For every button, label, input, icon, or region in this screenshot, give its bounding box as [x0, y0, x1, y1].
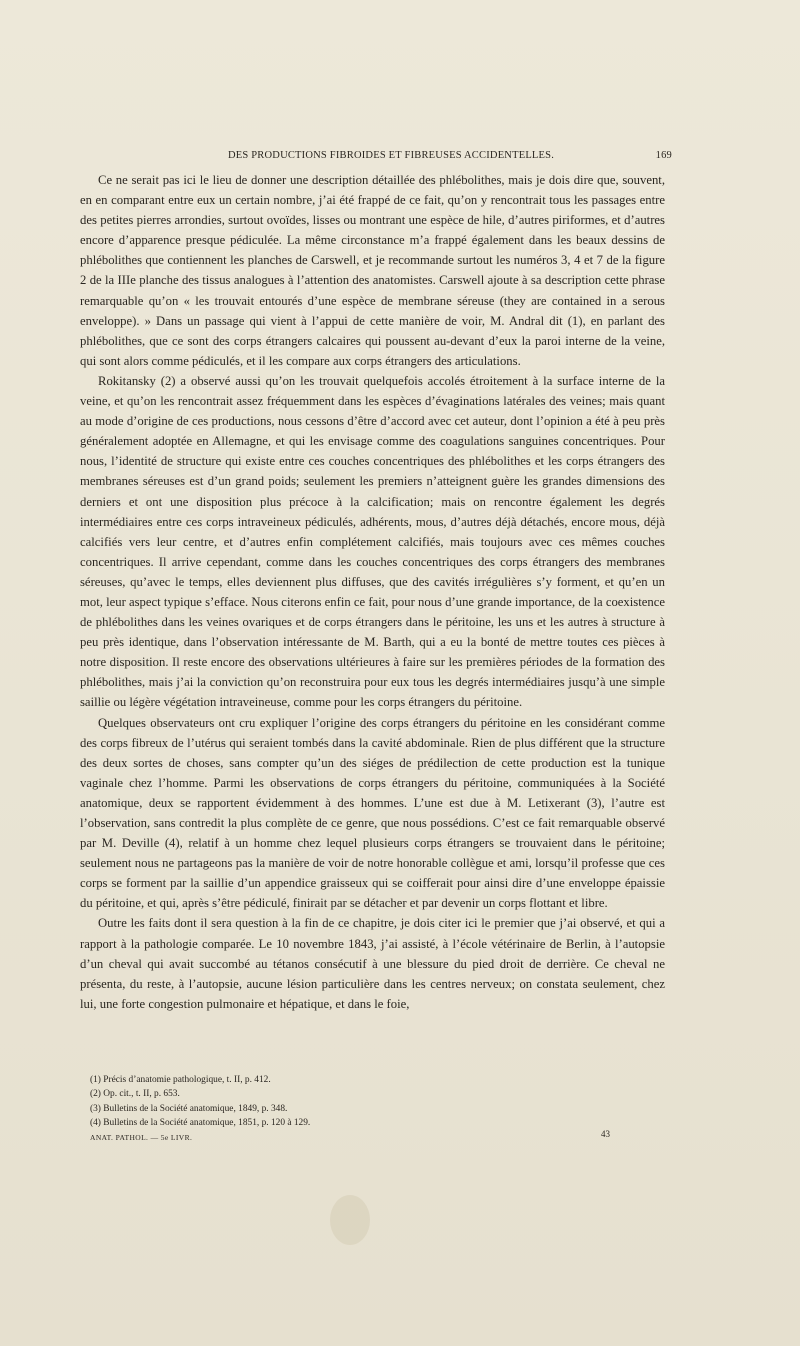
- page-number: 169: [655, 150, 672, 161]
- footnote: (1) Précis d’anatomie pathologique, t. II, p. 412.: [90, 1075, 271, 1085]
- paper-stain: [330, 1195, 370, 1245]
- signature-mark: 43: [601, 1129, 610, 1139]
- paragraph: Ce ne serait pas ici le lieu de donner une description détaillée des phlébolithes, mais je dois dire que, souvent, en en comparant entre eux un certain nombre, j’ai été frappé de ce fait, qu’on y rencontrait tous les passages entre des petites pierres arrondies, surtout ovoïdes, lisses ou montrant une espèce de hile, d’autres piriformes, et d’autres encore d’apparence presque pédiculée. La même circonstance m’a frappé également dans les beaux dessins de phlébolithes que contiennent les planches de Carswell, et je recommande surtout les numéros 3, 4 et 7 de la figure 2 de la IIIe planche des tissus analogues à l’attention des anatomistes. Carswell ajoute à sa description cette phrase remarquable qu’on « les trouvait entourés d’une espèce de membrane séreuse (they are contained in a serous enveloppe). » Dans un passage qui vient à l’appui de cette manière de voir, M. Andral dit (1), en parlant des phlébolithes, que ce sont des corps étrangers calcaires qui poussent au-devant d’eux la paroi interne de la veine, qui sont alors comme pédiculés, et il les compare aux corps étrangers des articulations.: [80, 173, 665, 368]
- paragraph: Outre les faits dont il sera question à la fin de ce chapitre, je dois citer ici le premier que j’ai observé, et qui a rapport à la pathologie comparée. Le 10 novembre 1843, j’ai assisté, à l’école vétérinaire de Berlin, à l’autopsie d’un cheval qui avait succombé au tétanos consécutif à une blessure du pied droit de derrière. Ce cheval ne présenta, du reste, à l’autopsie, aucune lésion particulière dans les centres nerveux; on constata seulement, chez lui, une forte congestion pulmonaire et hépatique, et dans le foie,: [80, 916, 665, 1011]
- running-header: [228, 150, 672, 166]
- paragraph: Quelques observateurs ont cru expliquer l’origine des corps étrangers du péritoine en les considérant comme des corps fibreux de l’utérus qui seraient tombés dans la cavité abdominale. Rien de plus différent que la structure des deux sortes de choses, sans compter qu’un des siéges de prédilection de cette production est la tunique vaginale chez l’homme. Parmi les observations de corps étrangers du péritoine, communiquées à la Société anatomique, deux se rapportent évidemment à des hommes. L’une est due à M. Letixerant (3), l’autre est l’observation, sans contredit la plus complète de ce genre, que nous possédions. C’est ce fait remarquable observé par M. Deville (4), relatif à un homme chez lequel plusieurs corps étrangers se trouvaient dans le péritoine; seulement nous ne partageons pas la manière de voir de notre honorable collègue et ami, lorsqu’il professe que ces corps se forment par la saillie d’un appendice graisseux qui se coifferait pour ainsi dire d’une enveloppe épaissie du péritoine, et qui, après s’être pédiculé, finirait par se détacher et par devenir un corps flottant et libre.: [80, 715, 665, 911]
- printer-imprint: ANAT. PATHOL. — 5e LIVR.: [90, 1133, 193, 1142]
- footnote: (4) Bulletins de la Société anatomique, 1851, p. 120 à 129.: [90, 1118, 311, 1129]
- body-text: [80, 170, 665, 1014]
- footnote: (2) Op. cit., t. II, p. 653.: [90, 1089, 180, 1100]
- paragraph: Rokitansky (2) a observé aussi qu’on les trouvait quelquefois accolés étroitement à la surface interne de la veine, et qu’on les rencontrait assez fréquemment dans les espèces d’évaginations latérales des veines; mais quant au mode d’origine de ces productions, nous cessons d’être d’accord avec cet auteur, dont l’opinion a été à peu près généralement adoptée en Allemagne, et qui les envisage comme des coagulations sanguines concentriques. Pour nous, l’identité de structure qui existe entre ces couches concentriques des phlébolithes et les corps étrangers des membranes séreuses est d’un grand poids; seulement les premiers n’atteignent guère les grandes dimensions des derniers et ont une disposition plus précoce à la calcification; mais on rencontre également les degrés intermédiaires entre ces corps intraveineux pédiculés, adhérents, mous, d’autres déjà détachés, encore mous, déjà calcifiés vers leur centre, et d’autres enfin complétement calcifiés, mais toujours avec ces mêmes couches concentriques. Il arrive cependant, comme dans les couches concentriques des corps étrangers des membranes séreuses, qu’avec le temps, elles deviennent plus diffuses, que des cavités irrégulières s’y forment, et qu’en un mot, leur aspect typique s’efface. Nous citerons enfin ce fait, pour nous d’une grande importance, de la coexistence de phlébolithes dans les veines ovariques et de corps étrangers dans le péritoine, les uns et les autres à structure à peu près identique, dans l’observation intéressante de M. Barth, qui a eu la bonté de mettre toutes ces pièces à notre disposition. Il reste encore des observations ultérieures à faire sur les premières périodes de la formation des phlébolithes, mais j’ai la conviction qu’on reconstruira pour eux tous les degrés intermédiaires jusqu’à une simple saillie ou légère végétation intraveineuse, comme pour les corps étrangers du péritoine.: [80, 373, 665, 710]
- footnote: (3) Bulletins de la Société anatomique, 1849, p. 348.: [90, 1103, 288, 1114]
- footnotes: [90, 1073, 390, 1131]
- running-title: DES PRODUCTIONS FIBROIDES ET FIBREUSES ACCIDENTELLES.: [228, 150, 555, 161]
